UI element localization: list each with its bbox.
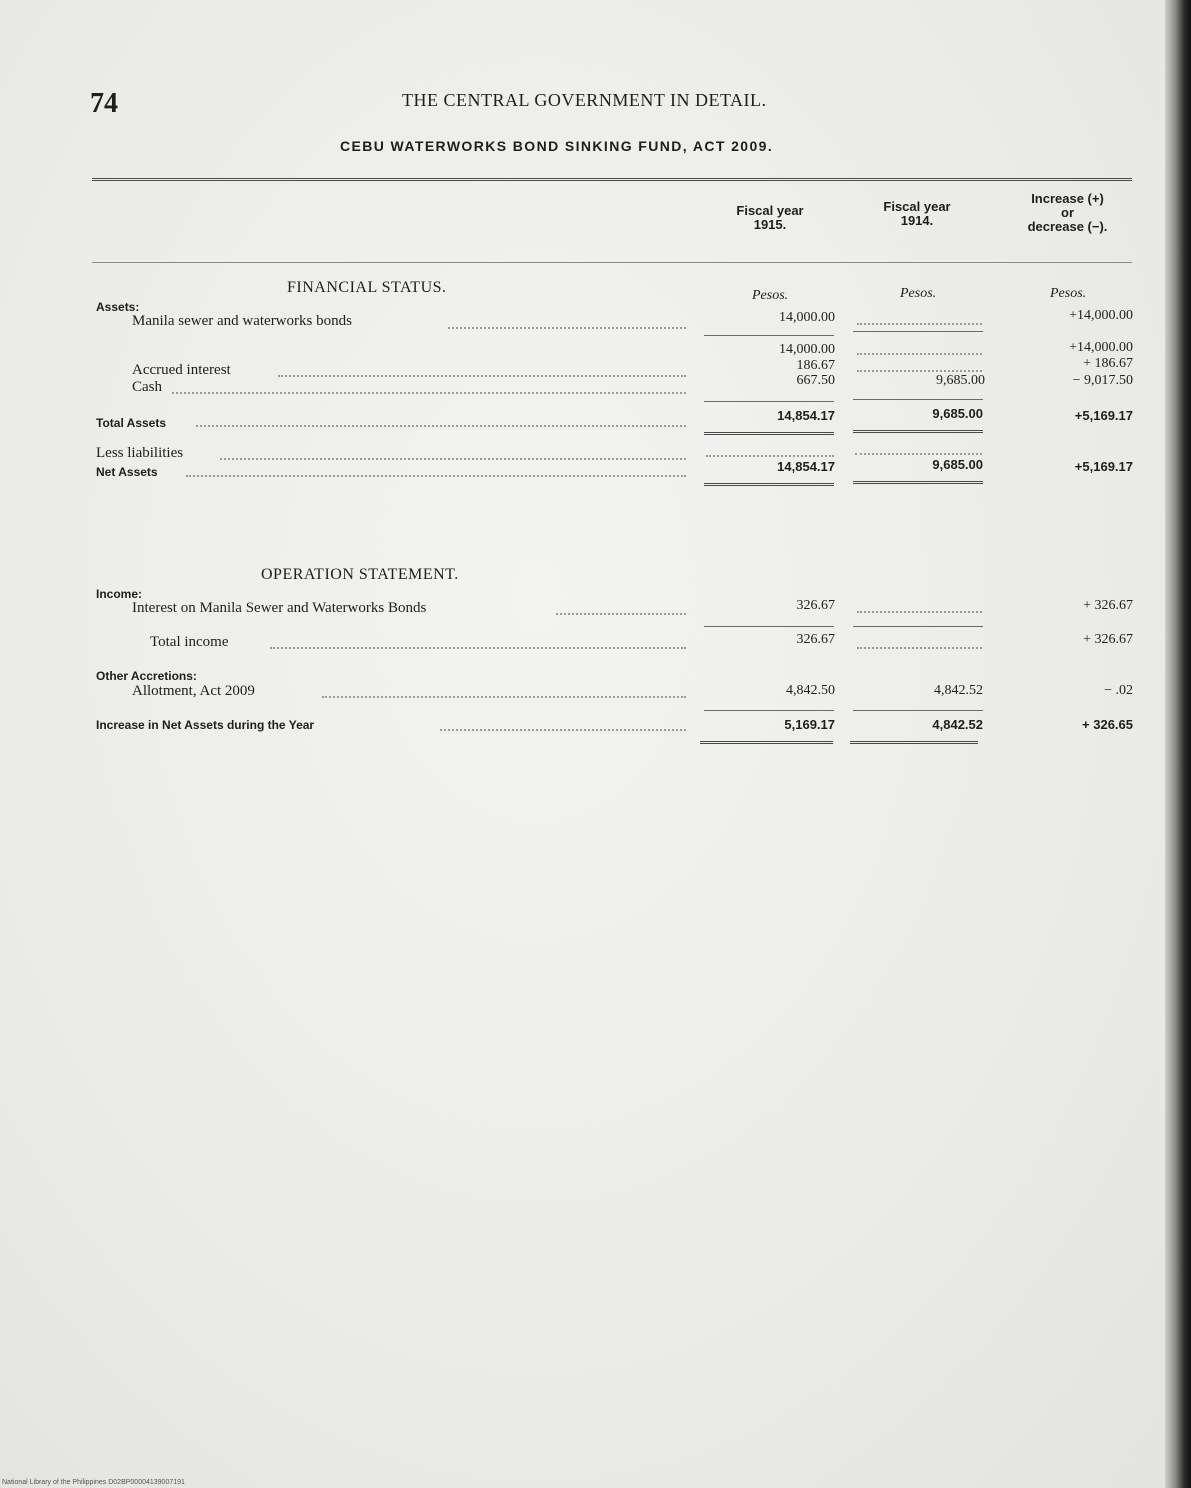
section-title-operation-statement: OPERATION STATEMENT. <box>261 566 459 583</box>
increase-net-fy1914: 4,842.52 <box>932 717 983 732</box>
interest-change: + 326.67 <box>1083 598 1133 613</box>
subtotal-fy1915: 14,000.00 <box>779 342 835 357</box>
dot-leader <box>448 327 686 329</box>
income-rule-fy1914 <box>853 626 983 627</box>
total-assets-change: +5,169.17 <box>1074 408 1133 423</box>
row-label-interest-bonds: Interest on Manila Sewer and Waterworks Bonds <box>132 600 427 616</box>
dot-leader <box>322 696 686 698</box>
column-head-fy1914-line1: Fiscal year <box>883 199 951 214</box>
subtotal-rule-fy1915 <box>704 335 834 336</box>
scan-footer-note: National Library of the Philippines D02BP00004139007191 <box>2 1479 185 1486</box>
allotment-fy1915: 4,842.50 <box>786 683 835 698</box>
dot-leader <box>857 323 982 325</box>
unit-label-fy1914: Pesos. <box>900 286 937 301</box>
column-head-change-line2: or <box>1061 205 1074 220</box>
page-number: 74 <box>90 88 118 119</box>
table-title: CEBU WATERWORKS BOND SINKING FUND, ACT 2009. <box>340 138 774 154</box>
row-label-increase-net-assets: Increase in Net Assets during the Year <box>96 718 315 732</box>
dot-leader <box>556 613 686 615</box>
unit-label-fy1915: Pesos. <box>752 288 789 303</box>
dot-leader <box>186 475 686 477</box>
total-double-rule-fy1914 <box>853 430 983 433</box>
net-assets-fy1914: 9,685.00 <box>932 457 983 472</box>
dot-leader <box>857 370 982 372</box>
section-title-financial-status: FINANCIAL STATUS. <box>287 279 447 296</box>
running-head: THE CENTRAL GOVERNMENT IN DETAIL. <box>402 90 767 110</box>
dot-leader <box>172 392 686 394</box>
column-head-fy1915 <box>715 204 825 232</box>
dot-leader <box>857 647 982 649</box>
increase-net-change: + 326.65 <box>1082 717 1133 732</box>
cash-fy1914: 9,685.00 <box>936 373 985 388</box>
row-label-allotment: Allotment, Act 2009 <box>132 683 255 699</box>
dot-leader <box>278 375 686 377</box>
accrued-fy1915: 186.67 <box>796 358 835 373</box>
total-income-fy1915: 326.67 <box>796 632 835 647</box>
net-assets-fy1915: 14,854.17 <box>777 459 835 474</box>
dot-leader <box>440 729 686 731</box>
book-spine-shadow <box>1165 0 1191 1488</box>
bonds-change: +14,000.00 <box>1069 308 1133 323</box>
column-head-fy1915-line1: Fiscal year <box>736 203 804 218</box>
net-double-rule-fy1914 <box>853 481 983 484</box>
cash-fy1915: 667.50 <box>796 373 835 388</box>
table-top-rule <box>92 178 1132 181</box>
accrued-change: + 186.67 <box>1083 356 1133 371</box>
row-label-less-liabilities: Less liabilities <box>96 445 184 461</box>
dot-leader <box>196 425 686 427</box>
total-assets-fy1914: 9,685.00 <box>932 406 983 421</box>
allotment-change: − .02 <box>1104 683 1133 698</box>
final-double-rule-fy1914 <box>850 741 978 744</box>
income-label: Income: <box>96 587 143 601</box>
subtotal-rule-fy1914 <box>853 331 983 332</box>
other-accretions-label: Other Accretions: <box>96 669 197 683</box>
row-label-cash: Cash <box>132 379 162 395</box>
total-double-rule-fy1915 <box>704 432 834 435</box>
dot-leader <box>270 647 686 649</box>
increase-rule-fy1914 <box>853 710 983 711</box>
income-rule-fy1915 <box>704 626 834 627</box>
final-double-rule-fy1915 <box>700 741 833 744</box>
unit-label-change: Pesos. <box>1050 286 1087 301</box>
net-assets-change: +5,169.17 <box>1074 459 1133 474</box>
column-head-change-line3: decrease (−). <box>1027 219 1108 234</box>
total-income-change: + 326.67 <box>1083 632 1133 647</box>
increase-rule-fy1915 <box>704 710 834 711</box>
column-head-change-line1: Increase (+) <box>1031 191 1104 206</box>
total-rule-fy1915 <box>704 401 834 402</box>
interest-fy1915: 326.67 <box>796 598 835 613</box>
bonds-fy1915: 14,000.00 <box>779 310 835 325</box>
row-label-bonds: Manila sewer and waterworks bonds <box>132 313 352 329</box>
increase-net-fy1915: 5,169.17 <box>784 717 835 732</box>
dot-leader <box>857 353 982 355</box>
column-head-fy1914 <box>862 200 972 228</box>
dot-leader <box>855 453 982 455</box>
total-rule-fy1914 <box>853 399 983 400</box>
row-label-total-assets: Total Assets <box>96 416 167 430</box>
net-double-rule-fy1915 <box>704 483 834 486</box>
row-label-total-income: Total income <box>150 634 229 650</box>
column-head-fy1914-line2: 1914. <box>900 213 934 228</box>
cash-change: − 9,017.50 <box>1072 373 1133 388</box>
dot-leader <box>706 455 834 457</box>
allotment-fy1914: 4,842.52 <box>934 683 983 698</box>
dot-leader <box>857 611 982 613</box>
header-bottom-rule <box>92 262 1132 263</box>
row-label-net-assets: Net Assets <box>96 465 158 479</box>
subtotal-change: +14,000.00 <box>1069 340 1133 355</box>
dot-leader <box>220 458 686 460</box>
column-head-fy1915-line2: 1915. <box>753 217 787 232</box>
row-label-accrued-interest: Accrued interest <box>132 362 231 378</box>
total-assets-fy1915: 14,854.17 <box>777 408 835 423</box>
assets-label: Assets: <box>96 300 140 314</box>
column-head-change <box>1000 192 1135 234</box>
